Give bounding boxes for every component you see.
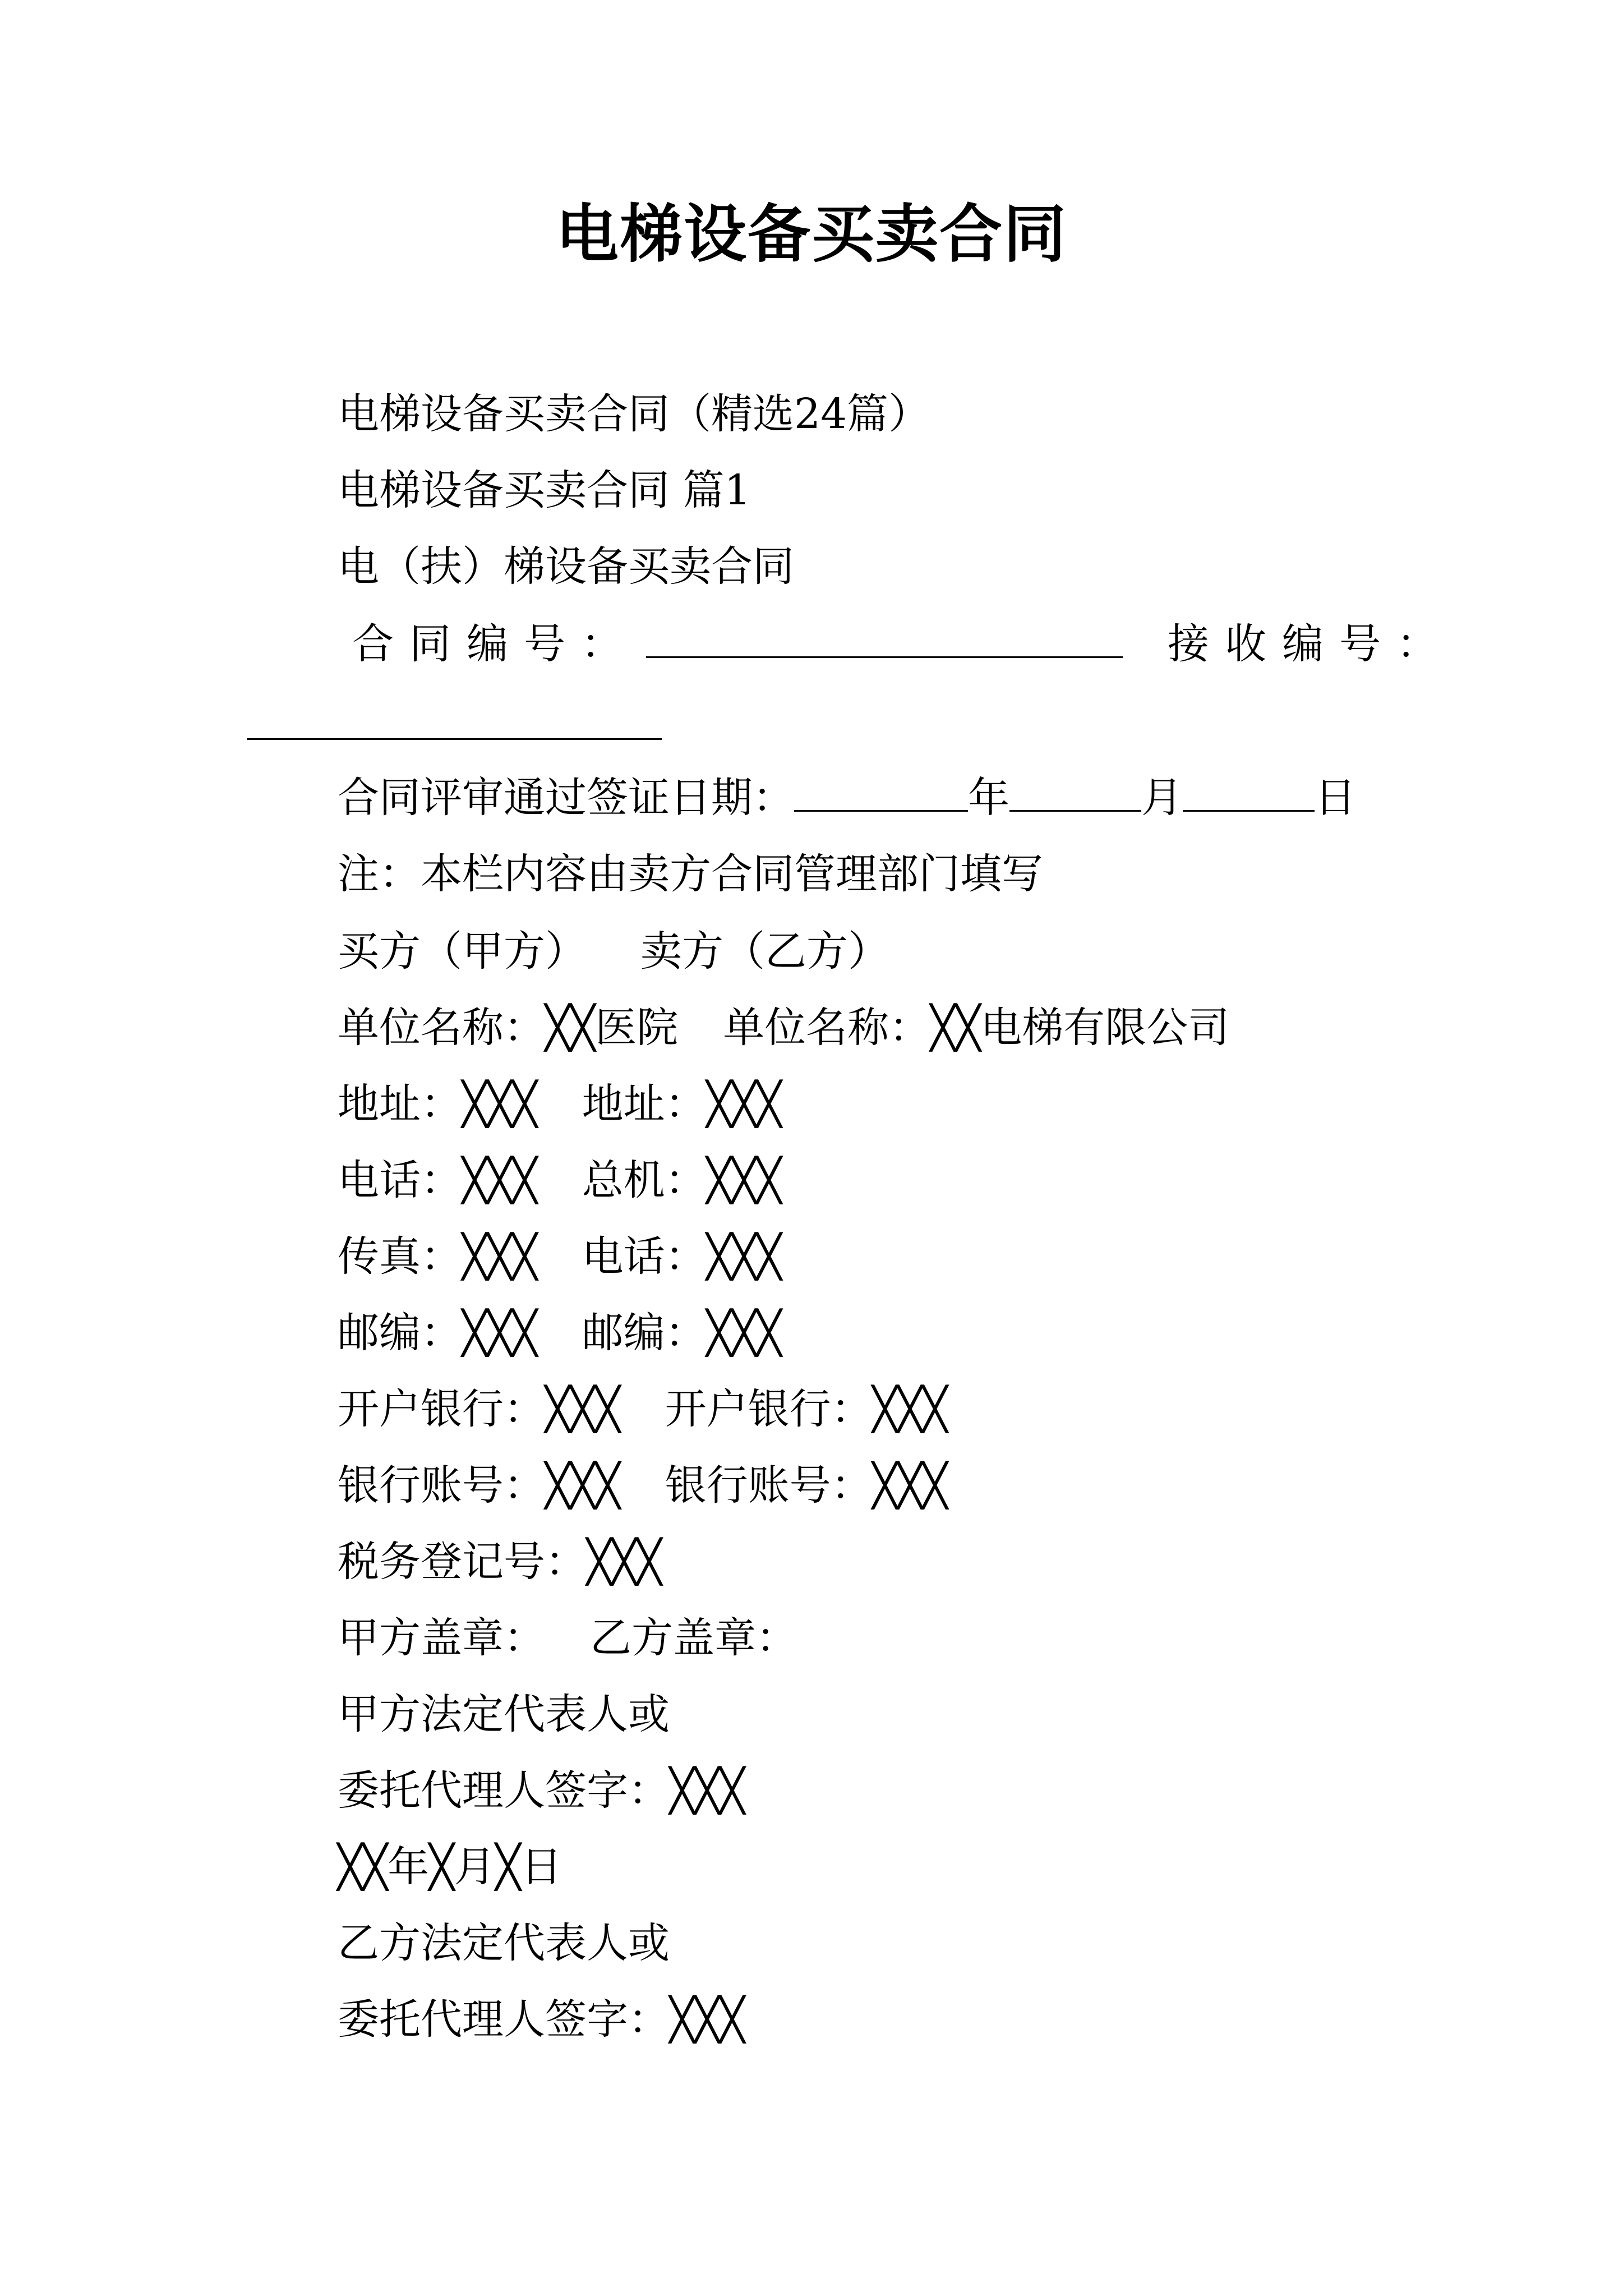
- party-a-representative: 甲方法定代表人或: [338, 1690, 670, 1738]
- seller-phone: 电话：╳╳╳: [582, 1232, 782, 1281]
- doc-heading: 电（扶）梯设备买卖合同: [338, 542, 794, 591]
- year-label: 年: [968, 774, 1009, 822]
- parties-line: [338, 923, 889, 979]
- account-row: [338, 1457, 947, 1513]
- seller-address: 地址：╳╳╳: [582, 1080, 782, 1128]
- party-a-signature: 委托代理人签字：╳╳╳: [338, 1766, 745, 1815]
- buyer-account: 银行账号：╳╳╳: [338, 1461, 620, 1510]
- tax-number: 税务登记号：╳╳╳: [338, 1538, 662, 1586]
- bank-row: [338, 1381, 947, 1437]
- review-date-label: 合同评审通过签证日期：: [338, 774, 794, 822]
- document-title: 电梯设备买卖合同: [556, 197, 1067, 271]
- party-b-seal: 乙方盖章：: [590, 1614, 797, 1662]
- note: 注：本栏内容由卖方合同管理部门填写: [338, 850, 1043, 898]
- postcode-row: [338, 1305, 781, 1361]
- seller-account: 银行账号：╳╳╳: [665, 1461, 948, 1510]
- seller-switchboard: 总机：╳╳╳: [582, 1156, 782, 1204]
- day-blank: [1183, 776, 1315, 812]
- party-a-seal: 甲方盖章：: [338, 1614, 545, 1662]
- buyer-postcode: 邮编：╳╳╳: [338, 1309, 537, 1357]
- seller-unit-name: 单位名称：╳╳电梯有限公司: [723, 1004, 1230, 1052]
- fax-row: [338, 1228, 781, 1285]
- section-heading: 电梯设备买卖合同 篇1: [338, 466, 751, 514]
- subtitle: 电梯设备买卖合同（精选24篇）: [338, 390, 930, 438]
- seller-label: 卖方（乙方）: [640, 927, 889, 976]
- seller-postcode: 邮编：╳╳╳: [582, 1309, 782, 1357]
- phone-row: [338, 1152, 781, 1208]
- party-a-date: ╳╳年╳月╳日: [338, 1843, 562, 1891]
- party-b-signature: 委托代理人签字：╳╳╳: [338, 1995, 745, 2044]
- month-blank: [1009, 776, 1141, 812]
- buyer-phone: 电话：╳╳╳: [338, 1156, 537, 1204]
- year-blank: [794, 776, 968, 812]
- buyer-bank: 开户银行：╳╳╳: [338, 1385, 620, 1433]
- receive-number-blank: [247, 738, 662, 740]
- seller-bank: 开户银行：╳╳╳: [665, 1385, 948, 1433]
- party-b-representative: 乙方法定代表人或: [338, 1919, 670, 1967]
- month-label: 月: [1141, 774, 1183, 822]
- contract-number-label: 合同编号：: [352, 620, 638, 668]
- buyer-address: 地址：╳╳╳: [338, 1080, 537, 1128]
- contract-number-line: [352, 616, 1454, 672]
- review-date-line: [338, 770, 1356, 826]
- receive-number-label: 接收编号：: [1168, 620, 1454, 668]
- buyer-label: 买方（甲方）: [338, 927, 587, 976]
- buyer-fax: 传真：╳╳╳: [338, 1232, 537, 1281]
- buyer-unit-name: 单位名称：╳╳医院: [338, 1004, 679, 1052]
- address-row: [338, 1076, 781, 1132]
- day-label: 日: [1315, 774, 1356, 822]
- contract-number-blank: [646, 623, 1123, 658]
- unit-name-row: [338, 1000, 1229, 1056]
- seals-line: [338, 1610, 797, 1666]
